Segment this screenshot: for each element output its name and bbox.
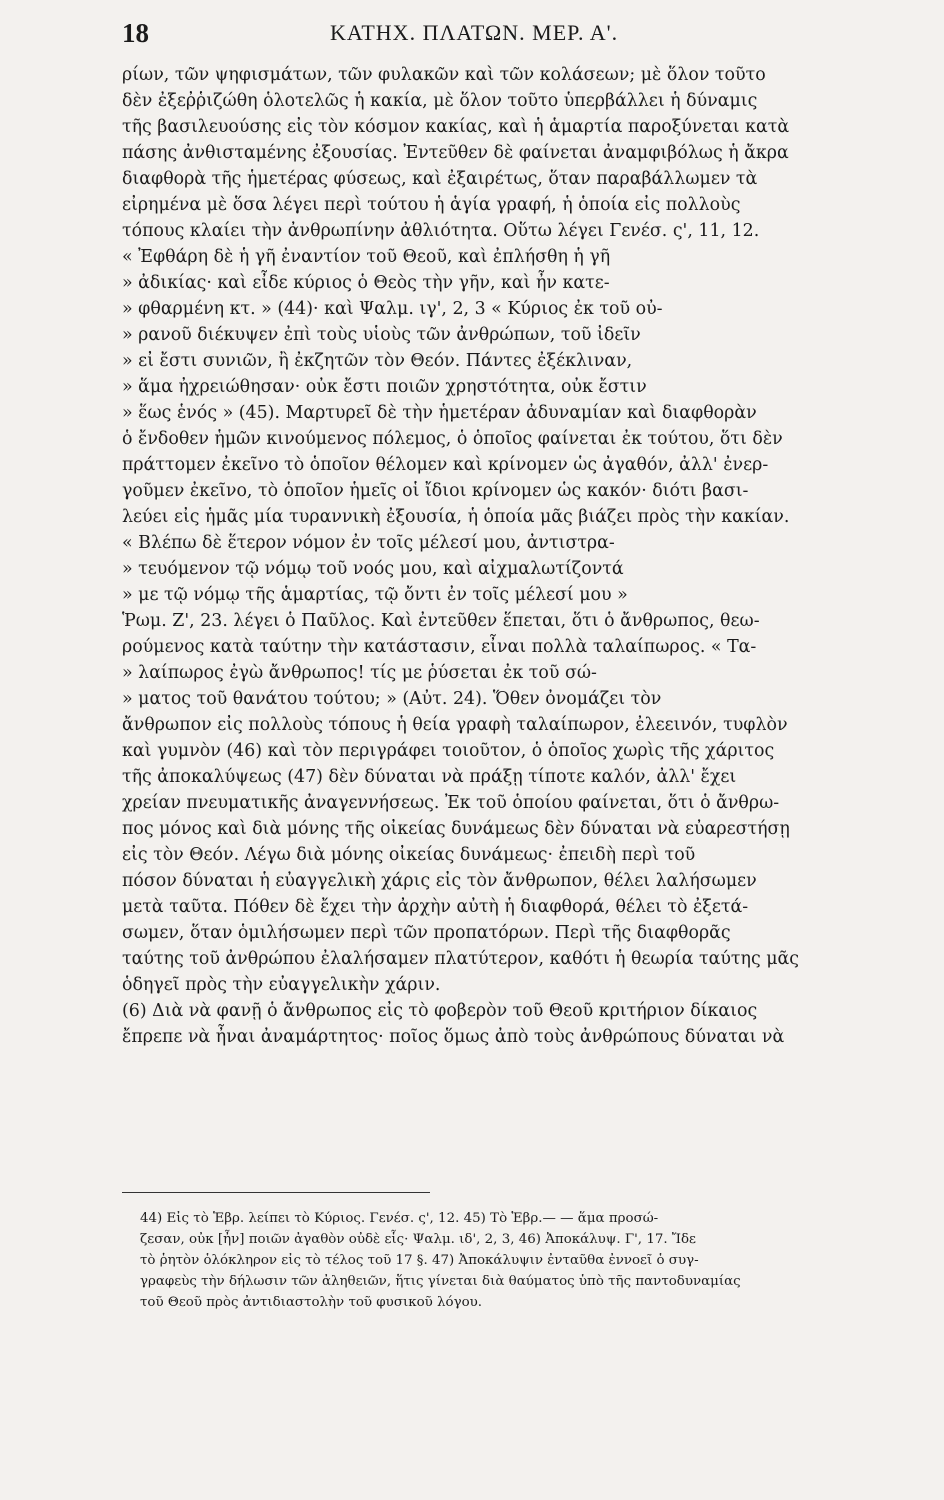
footnote-line: τὸ ῥητὸν ὁλόκληρον εἰς τὸ τέλος τοῦ 17 §. 47) Ἀποκάλυψιν ἐνταῦθα ἐννοεῖ ὁ συγ- bbox=[140, 1253, 699, 1268]
text-line: » εἰ ἔστι συνιῶν, ἢ ἐκζητῶν τὸν Θεόν. Πάντες ἐξέκλιναν, bbox=[122, 351, 633, 371]
text-line: Ῥωμ. Ζ', 23. λέγει ὁ Παῦλος. Καὶ ἐντεῦθεν ἕπεται, ὅτι ὁ ἄνθρωπος, θεω- bbox=[122, 611, 760, 631]
text-line: » φθαρμένη κτ. » (44)· καὶ Ψαλμ. ιγ', 2, 3 « Κύριος ἐκ τοῦ οὐ- bbox=[122, 299, 663, 319]
text-line: » λαίπωρος ἐγὼ ἄνθρωπος! τίς με ῥύσεται ἐκ τοῦ σώ- bbox=[122, 663, 597, 683]
text-line: » ἕως ἑνός » (45). Μαρτυρεῖ δὲ τὴν ἡμετέραν ἀδυναμίαν καὶ διαφθορὰν bbox=[122, 403, 757, 423]
text-line: » τευόμενον τῷ νόμῳ τοῦ νοός μου, καὶ αἰχμαλωτίζοντά bbox=[122, 559, 624, 579]
body-text bbox=[122, 62, 862, 1050]
page-number: 18 bbox=[122, 18, 149, 48]
running-title: ΚΑΤΗΧ. ΠΛΑΤΩΝ. ΜΕΡ. Α'. bbox=[330, 20, 619, 45]
text-line: πάσης ἀνθισταμένης ἐξουσίας. Ἐντεῦθεν δὲ φαίνεται ἀναμφιβόλως ἡ ἄκρα bbox=[122, 143, 789, 163]
footnote-rule bbox=[122, 1192, 430, 1193]
text-line: » ρανοῦ διέκυψεν ἐπὶ τοὺς υἱοὺς τῶν ἀνθρώπων, τοῦ ἰδεῖν bbox=[122, 325, 641, 345]
text-line: λεύει εἰς ἡμᾶς μία τυραννικὴ ἐξουσία, ἡ ὁποία μᾶς βιάζει πρὸς τὴν κακίαν. bbox=[122, 507, 790, 527]
footnote-line: γραφεὺς τὴν δήλωσιν τῶν ἀληθειῶν, ἥτις γίνεται διὰ θαύματος ὑπὸ τῆς παντοδυναμίας bbox=[140, 1274, 741, 1289]
text-line: σωμεν, ὅταν ὁμιλήσωμεν περὶ τῶν προπατόρων. Περὶ τῆς διαφθορᾶς bbox=[122, 923, 731, 943]
footnote-line: 44) Εἰς τὸ Ἑβρ. λείπει τὸ Κύριος. Γενέσ. ς', 12. 45) Τὸ Ἑβρ.— — ἅμα προσώ- bbox=[140, 1211, 659, 1226]
text-line: ὁδηγεῖ πρὸς τὴν εὐαγγελικὴν χάριν. bbox=[122, 975, 441, 995]
text-line: καὶ γυμνὸν (46) καὶ τὸν περιγράφει τοιοῦτον, ὁ ὁποῖος χωρὶς τῆς χάριτος bbox=[122, 741, 775, 761]
text-line: γοῦμεν ἐκεῖνο, τὸ ὁποῖον ἡμεῖς οἱ ἴδιοι κρίνομεν ὡς κακόν· διότι βασι- bbox=[122, 481, 749, 501]
text-line: » ματος τοῦ θανάτου τούτου; » (Αὐτ. 24). Ὅθεν ὀνομάζει τὸν bbox=[122, 689, 662, 709]
text-line: τῆς ἀποκαλύψεως (47) δὲν δύναται νὰ πράξῃ τίποτε καλόν, ἀλλ' ἔχει bbox=[122, 767, 737, 787]
text-line: χρείαν πνευματικῆς ἀναγεννήσεως. Ἐκ τοῦ ὁποίου φαίνεται, ὅτι ὁ ἄνθρω- bbox=[122, 793, 780, 813]
text-line: ταύτης τοῦ ἀνθρώπου ἐλαλήσαμεν πλατύτερον, καθότι ἡ θεωρία ταύτης μᾶς bbox=[122, 949, 800, 969]
text-line: δὲν ἐξεῤῥιζώθη ὁλοτελῶς ἡ κακία, μὲ ὅλον τοῦτο ὑπερβάλλει ἡ δύναμις bbox=[122, 91, 758, 111]
text-line: τόπους κλαίει τὴν ἀνθρωπίνην ἀθλιότητα. Οὕτω λέγει Γενέσ. ς', 11, 12. bbox=[122, 221, 760, 241]
footnote-line: τοῦ Θεοῦ πρὸς ἀντιδιαστολὴν τοῦ φυσικοῦ λόγου. bbox=[140, 1295, 483, 1310]
footnotes bbox=[140, 1208, 862, 1313]
text-line: πόσον δύναται ἡ εὐαγγελικὴ χάρις εἰς τὸν ἄνθρωπον, θέλει λαλήσωμεν bbox=[122, 871, 757, 891]
text-line: ρίων, τῶν ψηφισμάτων, τῶν φυλακῶν καὶ τῶν κολάσεων; μὲ ὅλον τοῦτο bbox=[122, 65, 766, 85]
text-line: πος μόνος καὶ διὰ μόνης τῆς οἰκείας δυνάμεως δὲν δύναται νὰ εὐαρεστήσῃ bbox=[122, 819, 790, 839]
text-line: » ἅμα ἠχρειώθησαν· οὐκ ἔστι ποιῶν χρηστότητα, οὐκ ἔστιν bbox=[122, 377, 647, 397]
text-line: πράττομεν ἐκεῖνο τὸ ὁποῖον θέλομεν καὶ κρίνομεν ὡς ἀγαθόν, ἀλλ' ἐνερ- bbox=[122, 455, 769, 475]
text-line: » με τῷ νόμῳ τῆς ἁμαρτίας, τῷ ὄντι ἐν τοῖς μέλεσί μου » bbox=[122, 585, 628, 605]
text-line: ἔπρεπε νὰ ἦναι ἀναμάρτητος· ποῖος ὅμως ἀπὸ τοὺς ἀνθρώπους δύναται νὰ bbox=[122, 1027, 785, 1047]
text-line: μετὰ ταῦτα. Πόθεν δὲ ἔχει τὴν ἀρχὴν αὐτὴ ἡ διαφθορά, θέλει τὸ ἐξετά- bbox=[122, 897, 749, 917]
text-line: διαφθορὰ τῆς ἡμετέρας φύσεως, καὶ ἐξαιρέτως, ὅταν παραβάλλωμεν τὰ bbox=[122, 169, 758, 189]
footnote-line: ζεσαν, οὐκ [ἦν] ποιῶν ἀγαθὸν οὐδὲ εἷς· Ψαλμ. ιδ', 2, 3, 46) Ἀποκάλυψ. Γ', 17. Ἴδε bbox=[140, 1232, 696, 1247]
text-line: « Βλέπω δὲ ἕτερον νόμον ἐν τοῖς μέλεσί μου, ἀντιστρα- bbox=[122, 533, 615, 553]
text-line: εἰρημένα μὲ ὅσα λέγει περὶ τούτου ἡ ἁγία γραφή, ἡ ὁποία εἰς πολλοὺς bbox=[122, 195, 741, 215]
text-line: « Ἐφθάρη δὲ ἡ γῆ ἐναντίον τοῦ Θεοῦ, καὶ ἐπλήσθη ἡ γῆ bbox=[122, 247, 611, 267]
text-line: τῆς βασιλευούσης εἰς τὸν κόσμον κακίας, καὶ ἡ ἁμαρτία παροξύνεται κατὰ bbox=[122, 117, 790, 137]
page-header bbox=[122, 18, 862, 58]
text-line: ὁ ἔνδοθεν ἡμῶν κινούμενος πόλεμος, ὁ ὁποῖος φαίνεται ἐκ τούτου, ὅτι δὲν bbox=[122, 429, 783, 449]
text-line: ἄνθρωπον εἰς πολλοὺς τόπους ἡ θεία γραφὴ ταλαίπωρον, ἐλεεινόν, τυφλὸν bbox=[122, 715, 788, 735]
text-line: (6) Διὰ νὰ φανῇ ὁ ἄνθρωπος εἰς τὸ φοβερὸν τοῦ Θεοῦ κριτήριον δίκαιος bbox=[122, 1001, 758, 1021]
text-line: εἰς τὸν Θεόν. Λέγω διὰ μόνης οἰκείας δυνάμεως· ἐπειδὴ περὶ τοῦ bbox=[122, 845, 696, 865]
text-line: ρούμενος κατὰ ταύτην τὴν κατάστασιν, εἶναι πολλὰ ταλαίπωρος. « Τα- bbox=[122, 637, 757, 657]
text-line: » ἀδικίας· καὶ εἶδε κύριος ὁ Θεὸς τὴν γῆν, καὶ ἦν κατε- bbox=[122, 273, 610, 293]
